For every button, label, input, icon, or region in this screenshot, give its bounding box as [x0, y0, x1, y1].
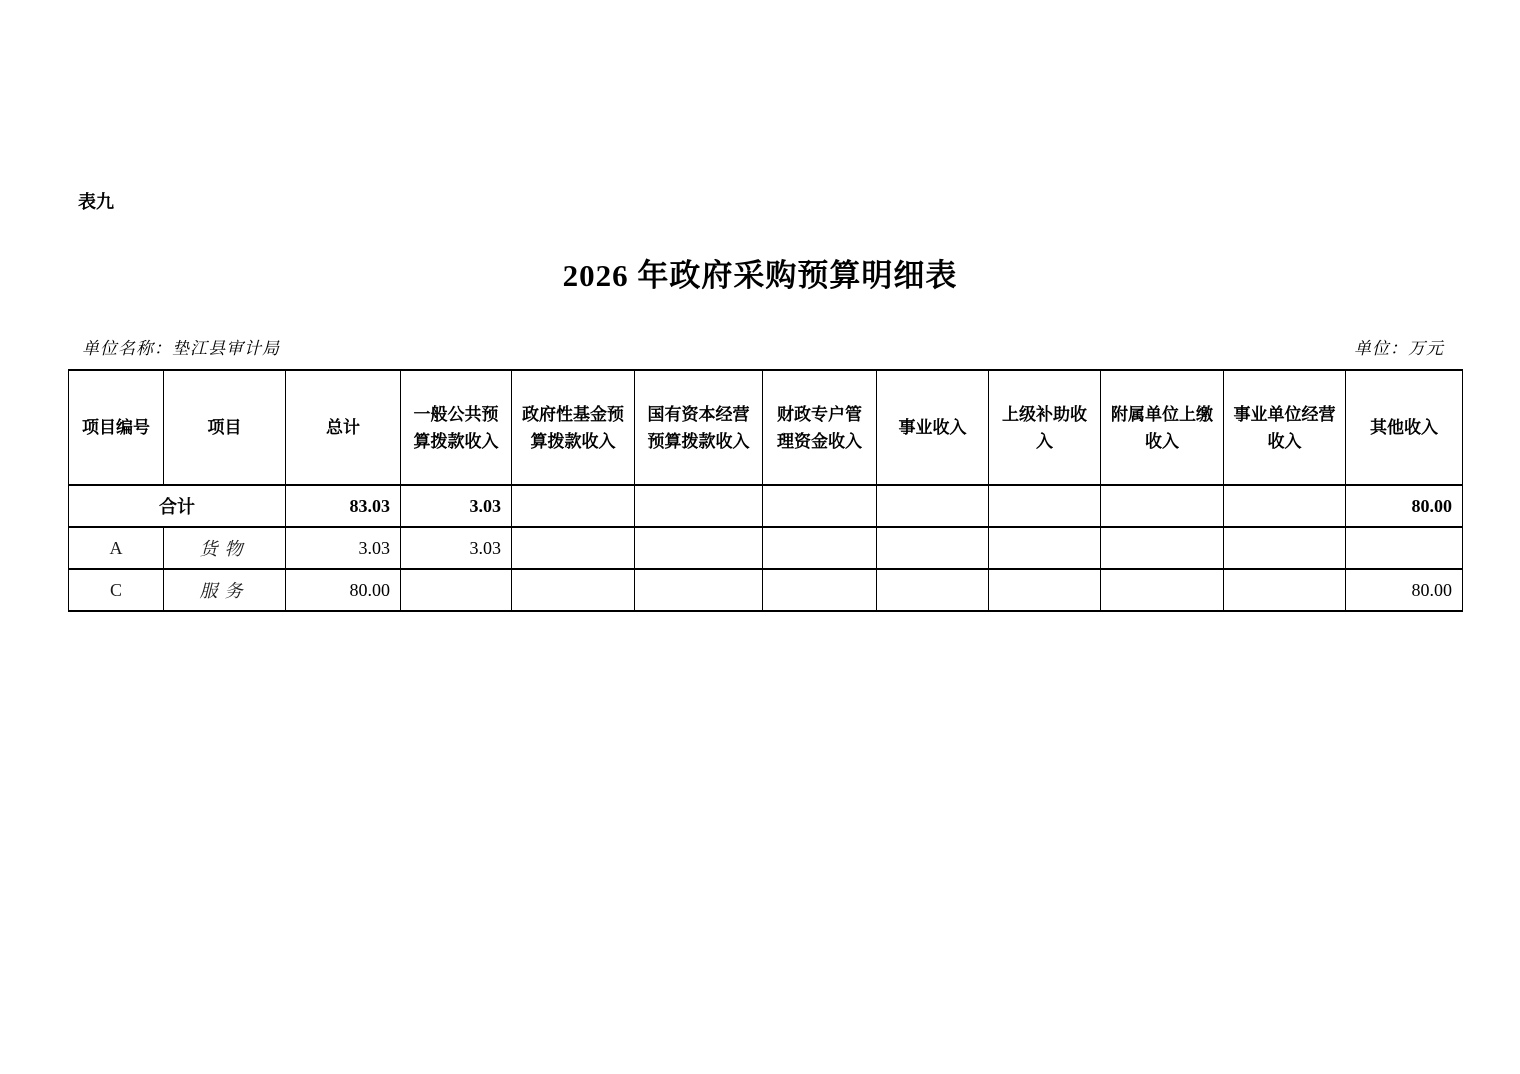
header-cell-business-unit-operating-income: 事业单位经营收入 [1224, 370, 1346, 485]
total-value-cell: 80.00 [1346, 485, 1463, 527]
header-cell-business-income: 事业收入 [877, 370, 989, 485]
total-value-cell [989, 485, 1101, 527]
total-value-cell [1101, 485, 1224, 527]
value-cell [877, 527, 989, 569]
value-cell [401, 569, 512, 611]
table-row-services [69, 569, 1463, 611]
page-title: 2026 年政府采购预算明细表 [562, 258, 958, 293]
unit-measure-label: 单位：万元 [1354, 339, 1444, 358]
value-cell [1101, 569, 1224, 611]
value-cell [1224, 527, 1346, 569]
total-value-cell [763, 485, 877, 527]
value-cell: 3.03 [286, 527, 401, 569]
total-value-cell [877, 485, 989, 527]
total-value-cell: 3.03 [401, 485, 512, 527]
header-cell-general-public-budget-income: 一般公共预算拨款收入 [401, 370, 512, 485]
value-cell [512, 527, 635, 569]
meta-row [82, 334, 1444, 359]
header-cell-total: 总计 [286, 370, 401, 485]
value-cell [763, 527, 877, 569]
value-cell [1346, 527, 1463, 569]
value-cell: 3.03 [401, 527, 512, 569]
header-cell-fiscal-special-account-income: 财政专户管理资金收入 [763, 370, 877, 485]
header-cell-superior-subsidy-income: 上级补助收入 [989, 370, 1101, 485]
total-value-cell [512, 485, 635, 527]
project-code-cell: C [69, 569, 164, 611]
total-label-cell: 合计 [69, 485, 286, 527]
header-cell-project: 项目 [164, 370, 286, 485]
table-number-label: 表九 [78, 192, 114, 212]
project-code-cell: A [69, 527, 164, 569]
project-item-cell: 服务 [164, 569, 286, 611]
value-cell [635, 527, 763, 569]
header-cell-state-capital-budget-income: 国有资本经营预算拨款收入 [635, 370, 763, 485]
header-cell-other-income: 其他收入 [1346, 370, 1463, 485]
value-cell [763, 569, 877, 611]
value-cell [989, 527, 1101, 569]
value-cell: 80.00 [1346, 569, 1463, 611]
unit-name-label: 单位名称：垫江县审计局 [82, 339, 280, 358]
total-value-cell [1224, 485, 1346, 527]
project-item-cell: 货物 [164, 527, 286, 569]
total-value-cell [635, 485, 763, 527]
header-cell-affiliated-unit-remittance-income: 附属单位上缴收入 [1101, 370, 1224, 485]
value-cell [1224, 569, 1346, 611]
header-cell-project-code: 项目编号 [69, 370, 164, 485]
value-cell [989, 569, 1101, 611]
value-cell [512, 569, 635, 611]
value-cell: 80.00 [286, 569, 401, 611]
header-row [69, 370, 1463, 485]
value-cell [1101, 527, 1224, 569]
value-cell [635, 569, 763, 611]
value-cell [877, 569, 989, 611]
procurement-budget-table [68, 369, 1463, 612]
header-cell-govt-fund-budget-income: 政府性基金预算拨款收入 [512, 370, 635, 485]
table-row-goods [69, 527, 1463, 569]
total-row [69, 485, 1463, 527]
total-value-cell: 83.03 [286, 485, 401, 527]
